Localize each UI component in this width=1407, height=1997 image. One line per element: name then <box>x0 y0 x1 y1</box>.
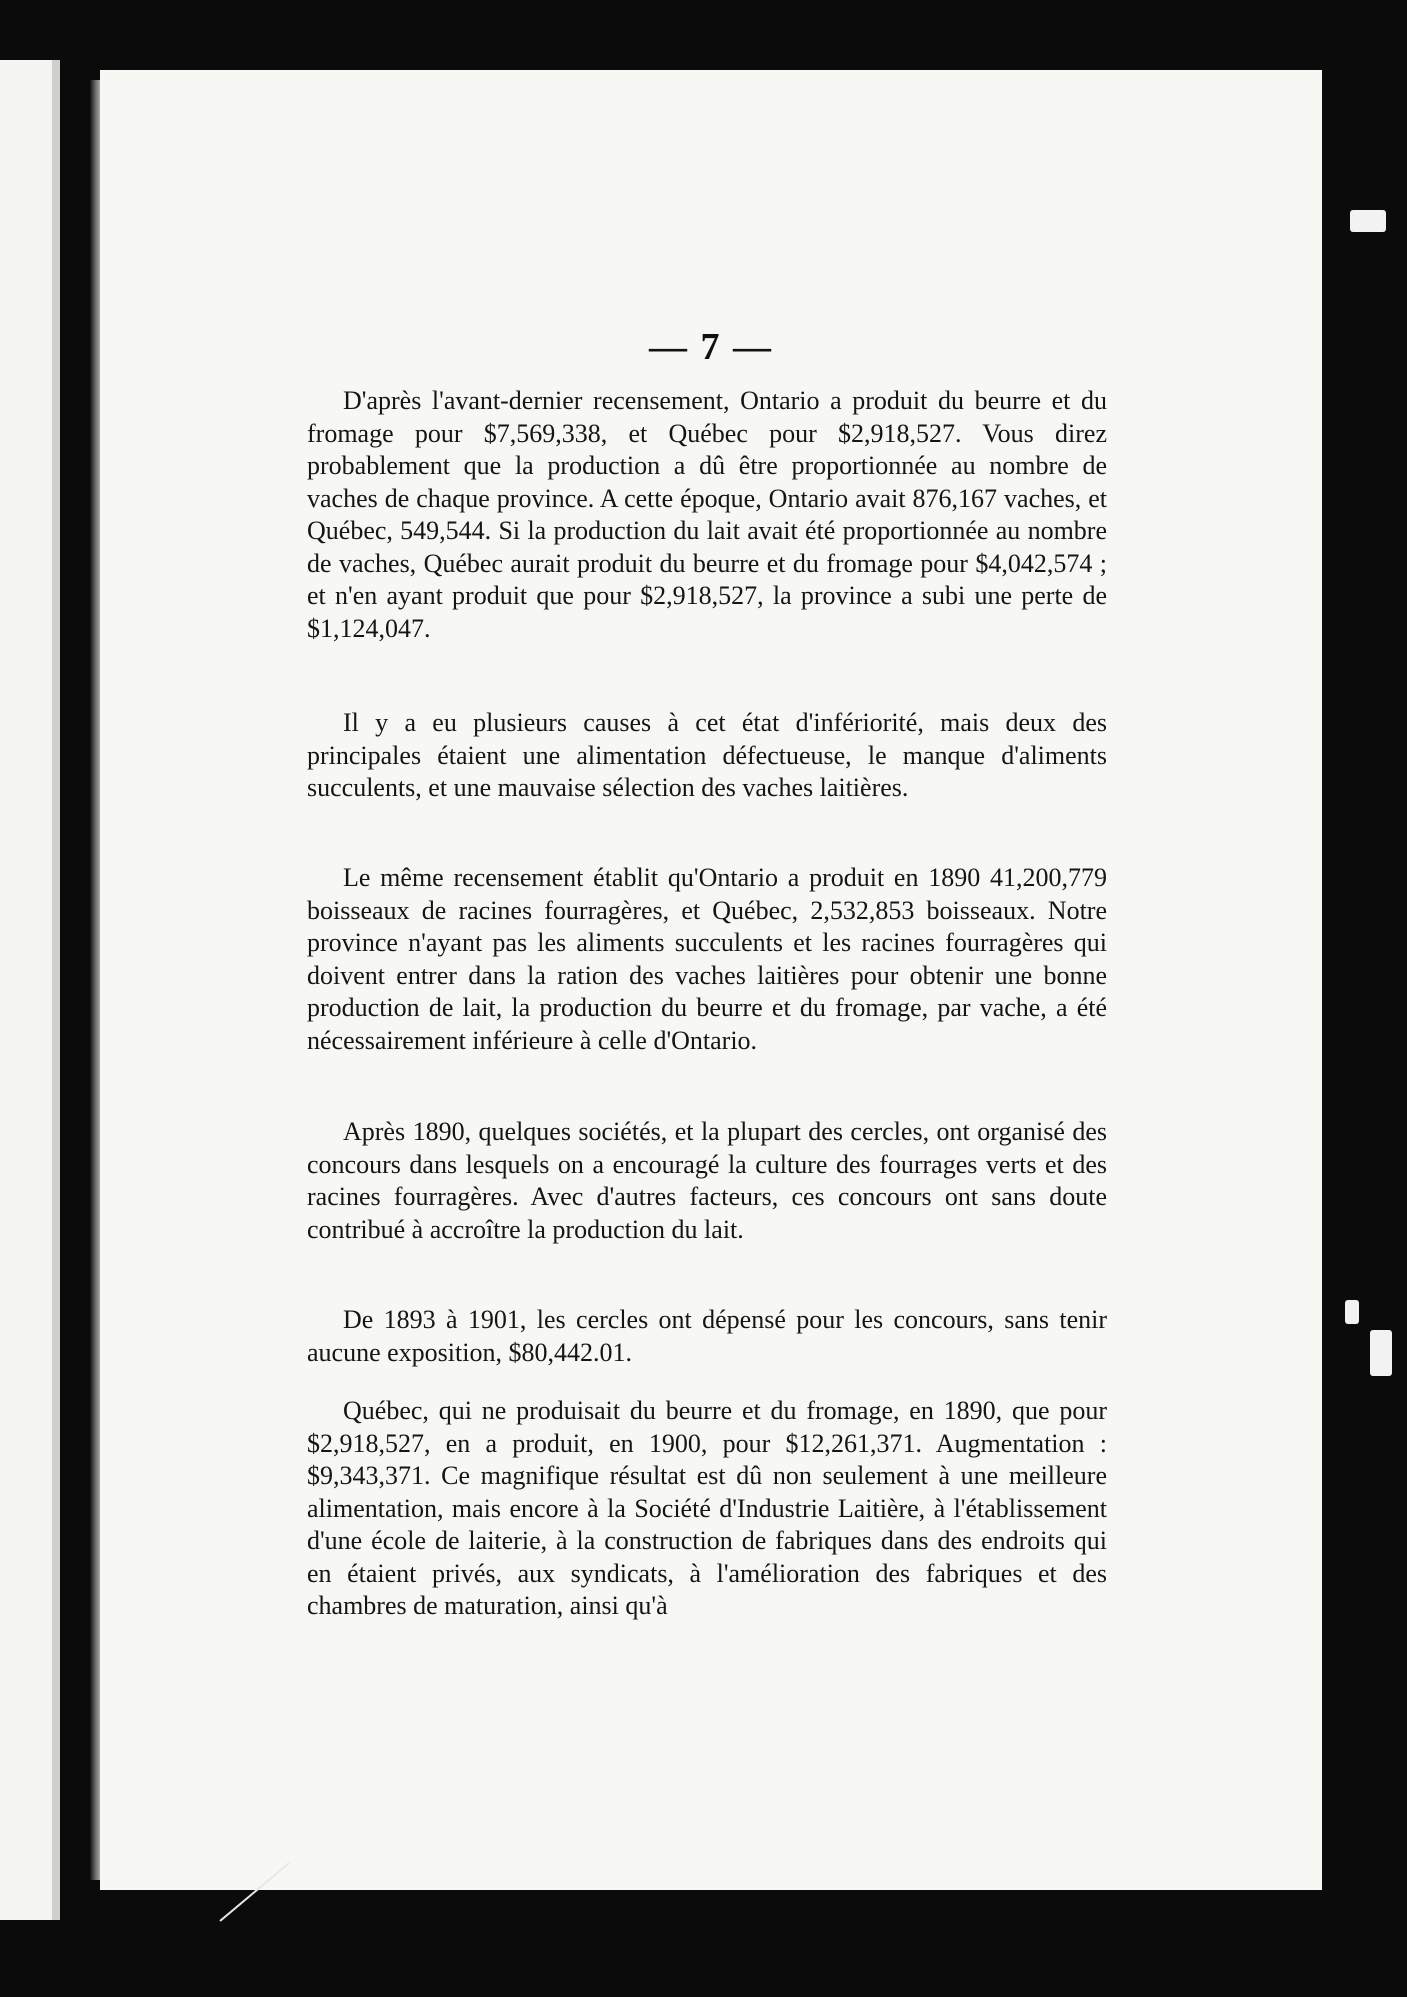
scan-speck <box>1370 1330 1392 1376</box>
paragraph-text: Le même recensement établit qu'Ontario a produit en 1890 41,200,779 boisseaux de racines fourragères, et Québec, 2,532,853 boisseaux. Notre province n'ayant pas les aliments succulents et les racines fourragères qui doivent entrer dans la ration des vaches laitières pour obtenir une bonne production de lait, la production du beurre et du fromage, par vache, a été nécessairement inférieure à celle d'Ontario. <box>307 863 1107 1055</box>
paragraph-5 <box>307 1304 1107 1369</box>
scan-speck <box>1345 1300 1359 1324</box>
paragraph-text: De 1893 à 1901, les cercles ont dépensé pour les concours, sans tenir aucune exposition, $80,442.01. <box>307 1305 1107 1367</box>
paragraph-text: Il y a eu plusieurs causes à cet état d'infériorité, mais deux des principales étaient une alimentation défectueuse, le manque d'aliments succulents, et une mauvaise sélection des vaches laitières. <box>307 708 1107 802</box>
scanned-page <box>100 70 1322 1890</box>
page-number: — 7 — <box>649 326 773 368</box>
paragraph-text: D'après l'avant-dernier recensement, Ontario a produit du beurre et du fromage pour $7,569,338, et Québec pour $2,918,527. Vous direz probablement que la production a dû être proportionnée au nombre de vaches de chaque province. A cette époque, Ontario avait 876,167 vaches, et Québec, 549,544. Si la production du lait avait été proportionnée au nombre de vaches, Québec aurait produit du beurre et du fromage pour $4,042,574 ; et n'en ayant produit que pour $2,918,527, la province a subi une perte de $1,124,047. <box>307 386 1107 643</box>
paragraph-3 <box>307 862 1107 1057</box>
paragraph-text: Québec, qui ne produisait du beurre et du fromage, en 1890, que pour $2,918,527, en a produit, en 1900, pour $12,261,371. Augmentation : $9,343,371. Ce magnifique résultat est dû non seulement à une meilleure alimentation, mais encore à la Société d'Industrie Laitière, à l'établissement d'une école de laiterie, à la construction de fabriques dans des endroits qui en étaient privés, aux syndicats, à l'amélioration des fabriques et des chambres de maturation, ainsi qu'à <box>307 1396 1107 1620</box>
paragraph-6 <box>307 1395 1107 1623</box>
paragraph-1 <box>307 385 1107 645</box>
scan-speck <box>1350 210 1386 232</box>
paragraph-text: Après 1890, quelques sociétés, et la plupart des cercles, ont organisé des concours dans lesquels on a encouragé la culture des fourrages verts et des racines fourragères. Avec d'autres facteurs, ces concours ont sans doute contribué à accroître la production du lait. <box>307 1117 1107 1244</box>
page-fold-shadow <box>52 60 60 1920</box>
paragraph-4 <box>307 1116 1107 1246</box>
paragraph-2 <box>307 707 1107 805</box>
previous-page-edge <box>0 60 60 1920</box>
book-spine <box>90 80 100 1880</box>
